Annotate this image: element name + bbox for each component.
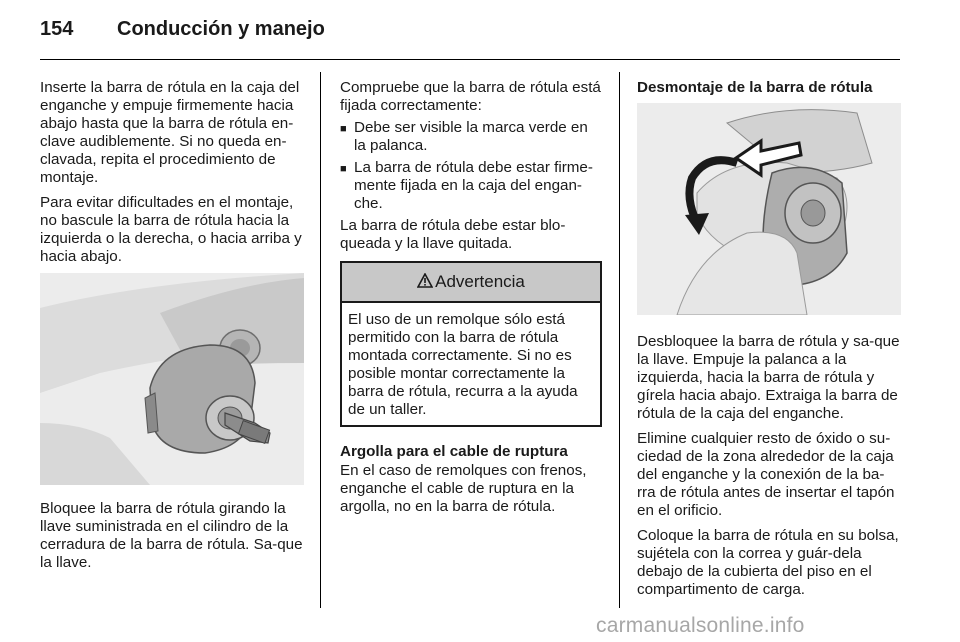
header-rule bbox=[40, 59, 900, 60]
warning-body: El uso de un remolque sólo está permitido con la barra de rótula montada correctamente. Si no es posible montar correctamente la barra de rótula, recurra a la ayuda de un taller. bbox=[348, 311, 578, 418]
warning-title: Advertencia bbox=[435, 272, 525, 291]
paragraph-store-bar: Coloque la barra de rótula en su bolsa, sujétela con la correa y guár-dela debajo de la cubierta del piso en el compartimento de carga. bbox=[637, 527, 899, 598]
paragraph-avoid-tilting: Para evitar dificultades en el montaje, no bascule la barra de rótula hacia la izquierda o la derecha, o hacia arriba y hacia abajo. bbox=[40, 194, 302, 265]
subheading-breakaway-cable: Argolla para el cable de ruptura bbox=[340, 443, 568, 460]
page-title: Conducción y manejo bbox=[117, 18, 325, 40]
bullet-square-icon: ■ bbox=[340, 123, 347, 135]
subheading-removal: Desmontaje de la barra de rótula bbox=[637, 79, 873, 96]
column-divider-right bbox=[619, 72, 620, 608]
column-3 bbox=[637, 79, 902, 606]
warning-box bbox=[340, 261, 602, 427]
bullet-square-icon: ■ bbox=[340, 163, 347, 175]
column-1 bbox=[40, 79, 305, 579]
figure-ball-bar-key-lock bbox=[40, 273, 304, 485]
warning-box-header bbox=[342, 263, 600, 303]
paragraph-breakaway-cable: En el caso de remolques con frenos, enganche el cable de ruptura en la argolla, no en la barra de rótula. bbox=[340, 462, 587, 515]
column-2 bbox=[340, 79, 602, 523]
column-divider-left bbox=[320, 72, 321, 608]
figure-ball-bar-removal bbox=[637, 103, 901, 315]
page-number: 154 bbox=[40, 18, 74, 40]
list-item: ■ Debe ser visible la marca verde en la palanca. bbox=[340, 119, 588, 154]
list-item: ■ La barra de rótula debe estar firme-mente fijada en la caja del engan-che. bbox=[340, 159, 593, 212]
warning-triangle-icon bbox=[417, 273, 433, 292]
watermark: carmanualsonline.info bbox=[596, 614, 805, 637]
paragraph-insert-ball-bar: Inserte la barra de rótula en la caja del enganche y empuje firmemente hacia abajo hasta que la barra de rótula en-clave audiblemente. Si no queda en-clavada, repita el procedimiento de montaje. bbox=[40, 79, 300, 186]
paragraph-clean-rust: Elimine cualquier resto de óxido o su-ciedad de la zona alrededor de la caja del enganche y la conexión de la ba-rra de rótula antes de insertar el tapón en el orificio. bbox=[637, 430, 895, 519]
paragraph-lock-ball-bar: Bloquee la barra de rótula girando la llave suministrada en el cilindro de la cerradura de la barra de rótula. Sa-que la llave. bbox=[40, 500, 303, 571]
paragraph-unlock-remove: Desbloquee la barra de rótula y sa-que la llave. Empuje la palanca a la izquierda, hacia la barra de rótula y gírela hacia abajo. Extraiga la barra de rótula de la caja del enganche. bbox=[637, 333, 900, 422]
paragraph-locked-key-removed: La barra de rótula debe estar blo-queada y la llave quitada. bbox=[340, 217, 566, 252]
paragraph-check-fixed: Compruebe que la barra de rótula está fijada correctamente: bbox=[340, 79, 601, 114]
